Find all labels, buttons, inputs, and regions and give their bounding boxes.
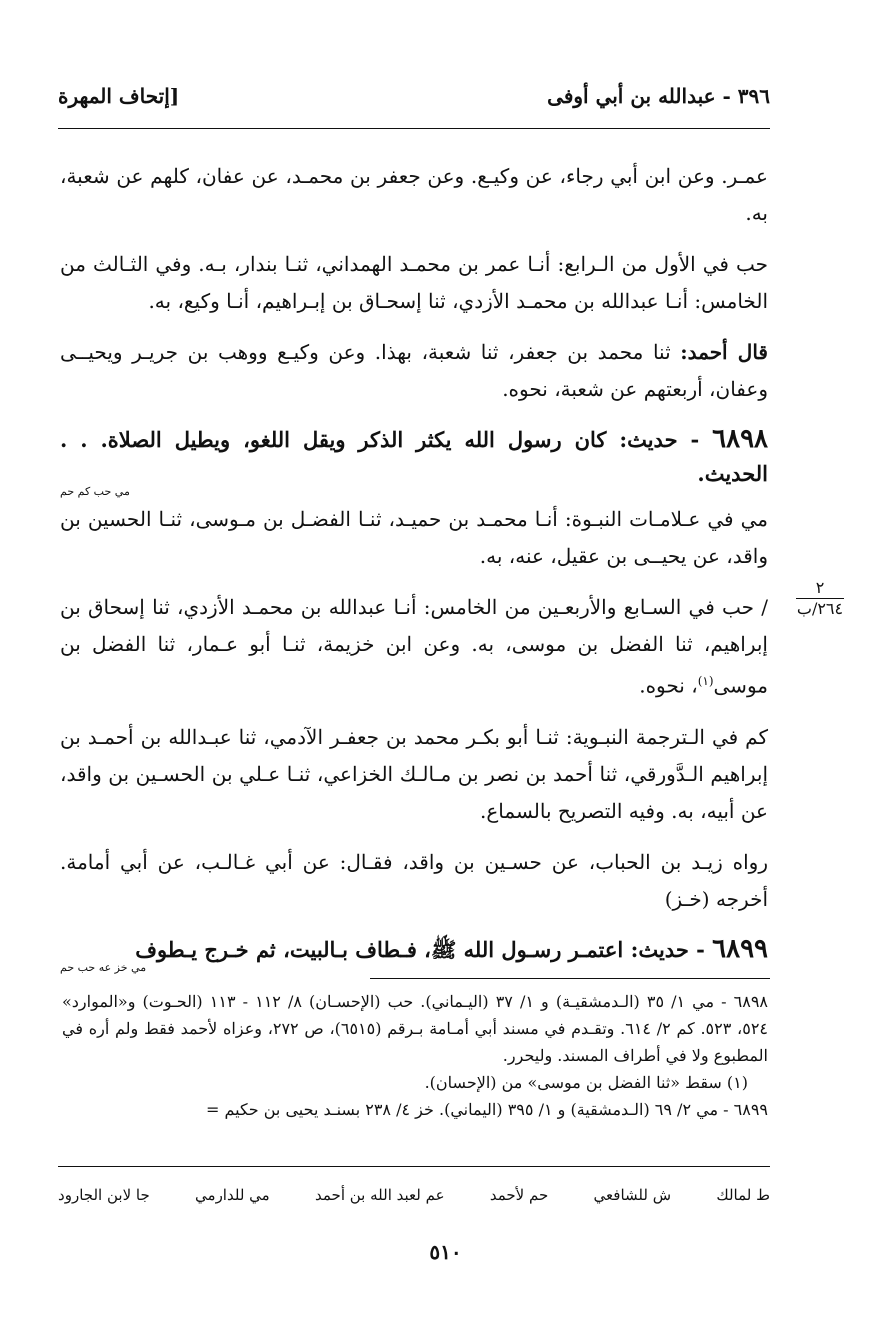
- legend-item: جا لابن الجارود: [58, 1186, 150, 1204]
- footnote: ٦٨٩٨ - مي ١/ ٣٥ (الـدمشقيـة) و ١/ ٣٧ (اليـماني). حب (الإحسـان) ٨/ ١١٢ - ١١٣ (الحـوت) و«الموارد» ٥٢٤، ٥٢٣. كم ٢/ ٦١٤. وتقـدم في مسند أبي أمـامة بـرقم (٦٥١٥)، ص ٢٧٢، وعزاه لأحمد فقط ولم أره في المطبوع ولا في أطراف المسند. وليحرر.: [62, 992, 769, 1065]
- manuscript-folio-note: [790, 578, 850, 619]
- page-number: ٥١٠: [429, 1240, 462, 1264]
- paragraph: [60, 589, 768, 705]
- legend-item: حم لأحمد: [489, 1186, 549, 1204]
- paragraph: مي في عـلامـات النبـوة: أنـا محمـد بن حميـد، ثنـا الفضـل بن مـوسى، ثنـا الحسين بن واقد، عن يحيــى بن عقيل، عنه، به.: [60, 507, 768, 568]
- legend-item: عم لعبد الله بن أحمد: [315, 1186, 445, 1204]
- paragraph-text-end: ، نحوه.: [639, 673, 698, 698]
- paragraph-text: / حب في السـابع والأربعـين من الخامس: أنـا عبدالله بن محمـد الأزدي، ثنا إسحاق بن إبراهيم، ثنا الفضل بن موسى، به. وعن ابن خزيمة، ثنـا أبو عـمار، ثنا الفضل بن موسى: [60, 595, 768, 698]
- paragraph: حب في الأول من الـرابع: أنـا عمر بن محمـد الهمداني، ثنـا بندار، بـه. وفي الثـالث من الخامس: أنـا عبدالله بن محمـد الأزدي، ثنا إسحـاق بن إبـراهيم، أنـا وكيع، به.: [60, 252, 768, 313]
- paragraph: عمـر. وعن ابن أبي رجاء، عن وكيـع. وعن جعفر بن محمـد، عن عفان، كلهم عن شعبة، به.: [60, 164, 768, 225]
- book-title: [إتحاف المهرة: [58, 84, 180, 108]
- footnote-divider: [370, 978, 770, 979]
- hadith-heading-6898: [60, 422, 768, 491]
- hadith-refs: مي خز عه حب حم: [60, 960, 147, 974]
- hadith-text: - حديث: اعتمـر رسـول الله ﷺ، فـطاف بـالبيت، ثم خـرج يـطوف: [135, 936, 705, 962]
- abbreviation-legend: [58, 1186, 770, 1204]
- hadith-text: - حديث: كان رسول الله يكثر الذكر ويقل اللغو، ويطيل الصلاة. . . الحديث.: [60, 427, 768, 486]
- footnotes: [62, 988, 768, 1123]
- header-divider: [58, 128, 770, 129]
- hadith-refs: مي حب كم حم: [60, 485, 130, 498]
- paragraph-lead: قال أحمد:: [680, 340, 768, 364]
- hadith-heading-6899: [60, 932, 768, 967]
- footnote: ٦٨٩٩ - مي ٢/ ٦٩ (الـدمشقية) و ١/ ٣٩٥ (اليماني). خز ٤/ ٢٣٨ بسنـد يحيى بن حكيم =: [205, 1100, 768, 1119]
- hadith-number: ٦٨٩٨: [712, 424, 768, 454]
- hadith-number: ٦٨٩٩: [712, 933, 768, 964]
- paragraph-text: ثنا محمد بن جعفر، ثنا شعبة، بهذا. وعن وكيـع ووهب بن جريـر ويحيــى وعفان، أربعتهم عن شعبة، نحوه.: [60, 340, 768, 401]
- legend-item: ش للشافعي: [593, 1186, 672, 1204]
- paragraph: كم في الـترجمة النبـوية: ثنـا أبو بكـر محمد بن جعفـر الآدمي، ثنا عبـدالله بن أحمـد بن إبراهيم الـدَّورقي، ثنا أحمد بن نصر بن مـالـك الخزاعي، ثنـا عـلي بن الحسـين بن واقد، عن أبيه، به. وفيه التصريح بالسماع.: [60, 724, 768, 823]
- legend-item: مي للدارمي: [195, 1186, 270, 1204]
- folio-note-bottom: ٢٦٤/ب: [796, 599, 844, 618]
- footnote: (١) سقط «ثنا الفضل بن موسى» من (الإحسان).: [424, 1073, 748, 1092]
- paragraph: [60, 334, 768, 408]
- main-text: [60, 158, 768, 977]
- legend-divider: [58, 1166, 770, 1167]
- legend-item: ط لمالك: [716, 1186, 770, 1204]
- paragraph: رواه زيـد بن الحباب، عن حسـين بن واقد، فقـال: عن أبي غـالـب، عن أبي أمامة. أخرجه (خـز): [60, 849, 768, 911]
- footnote-marker: (١): [697, 674, 714, 688]
- folio-note-top: ٢: [815, 578, 825, 597]
- chapter-title: ٣٩٦ - عبدالله بن أبي أوفى: [547, 84, 770, 108]
- running-header: [58, 82, 770, 122]
